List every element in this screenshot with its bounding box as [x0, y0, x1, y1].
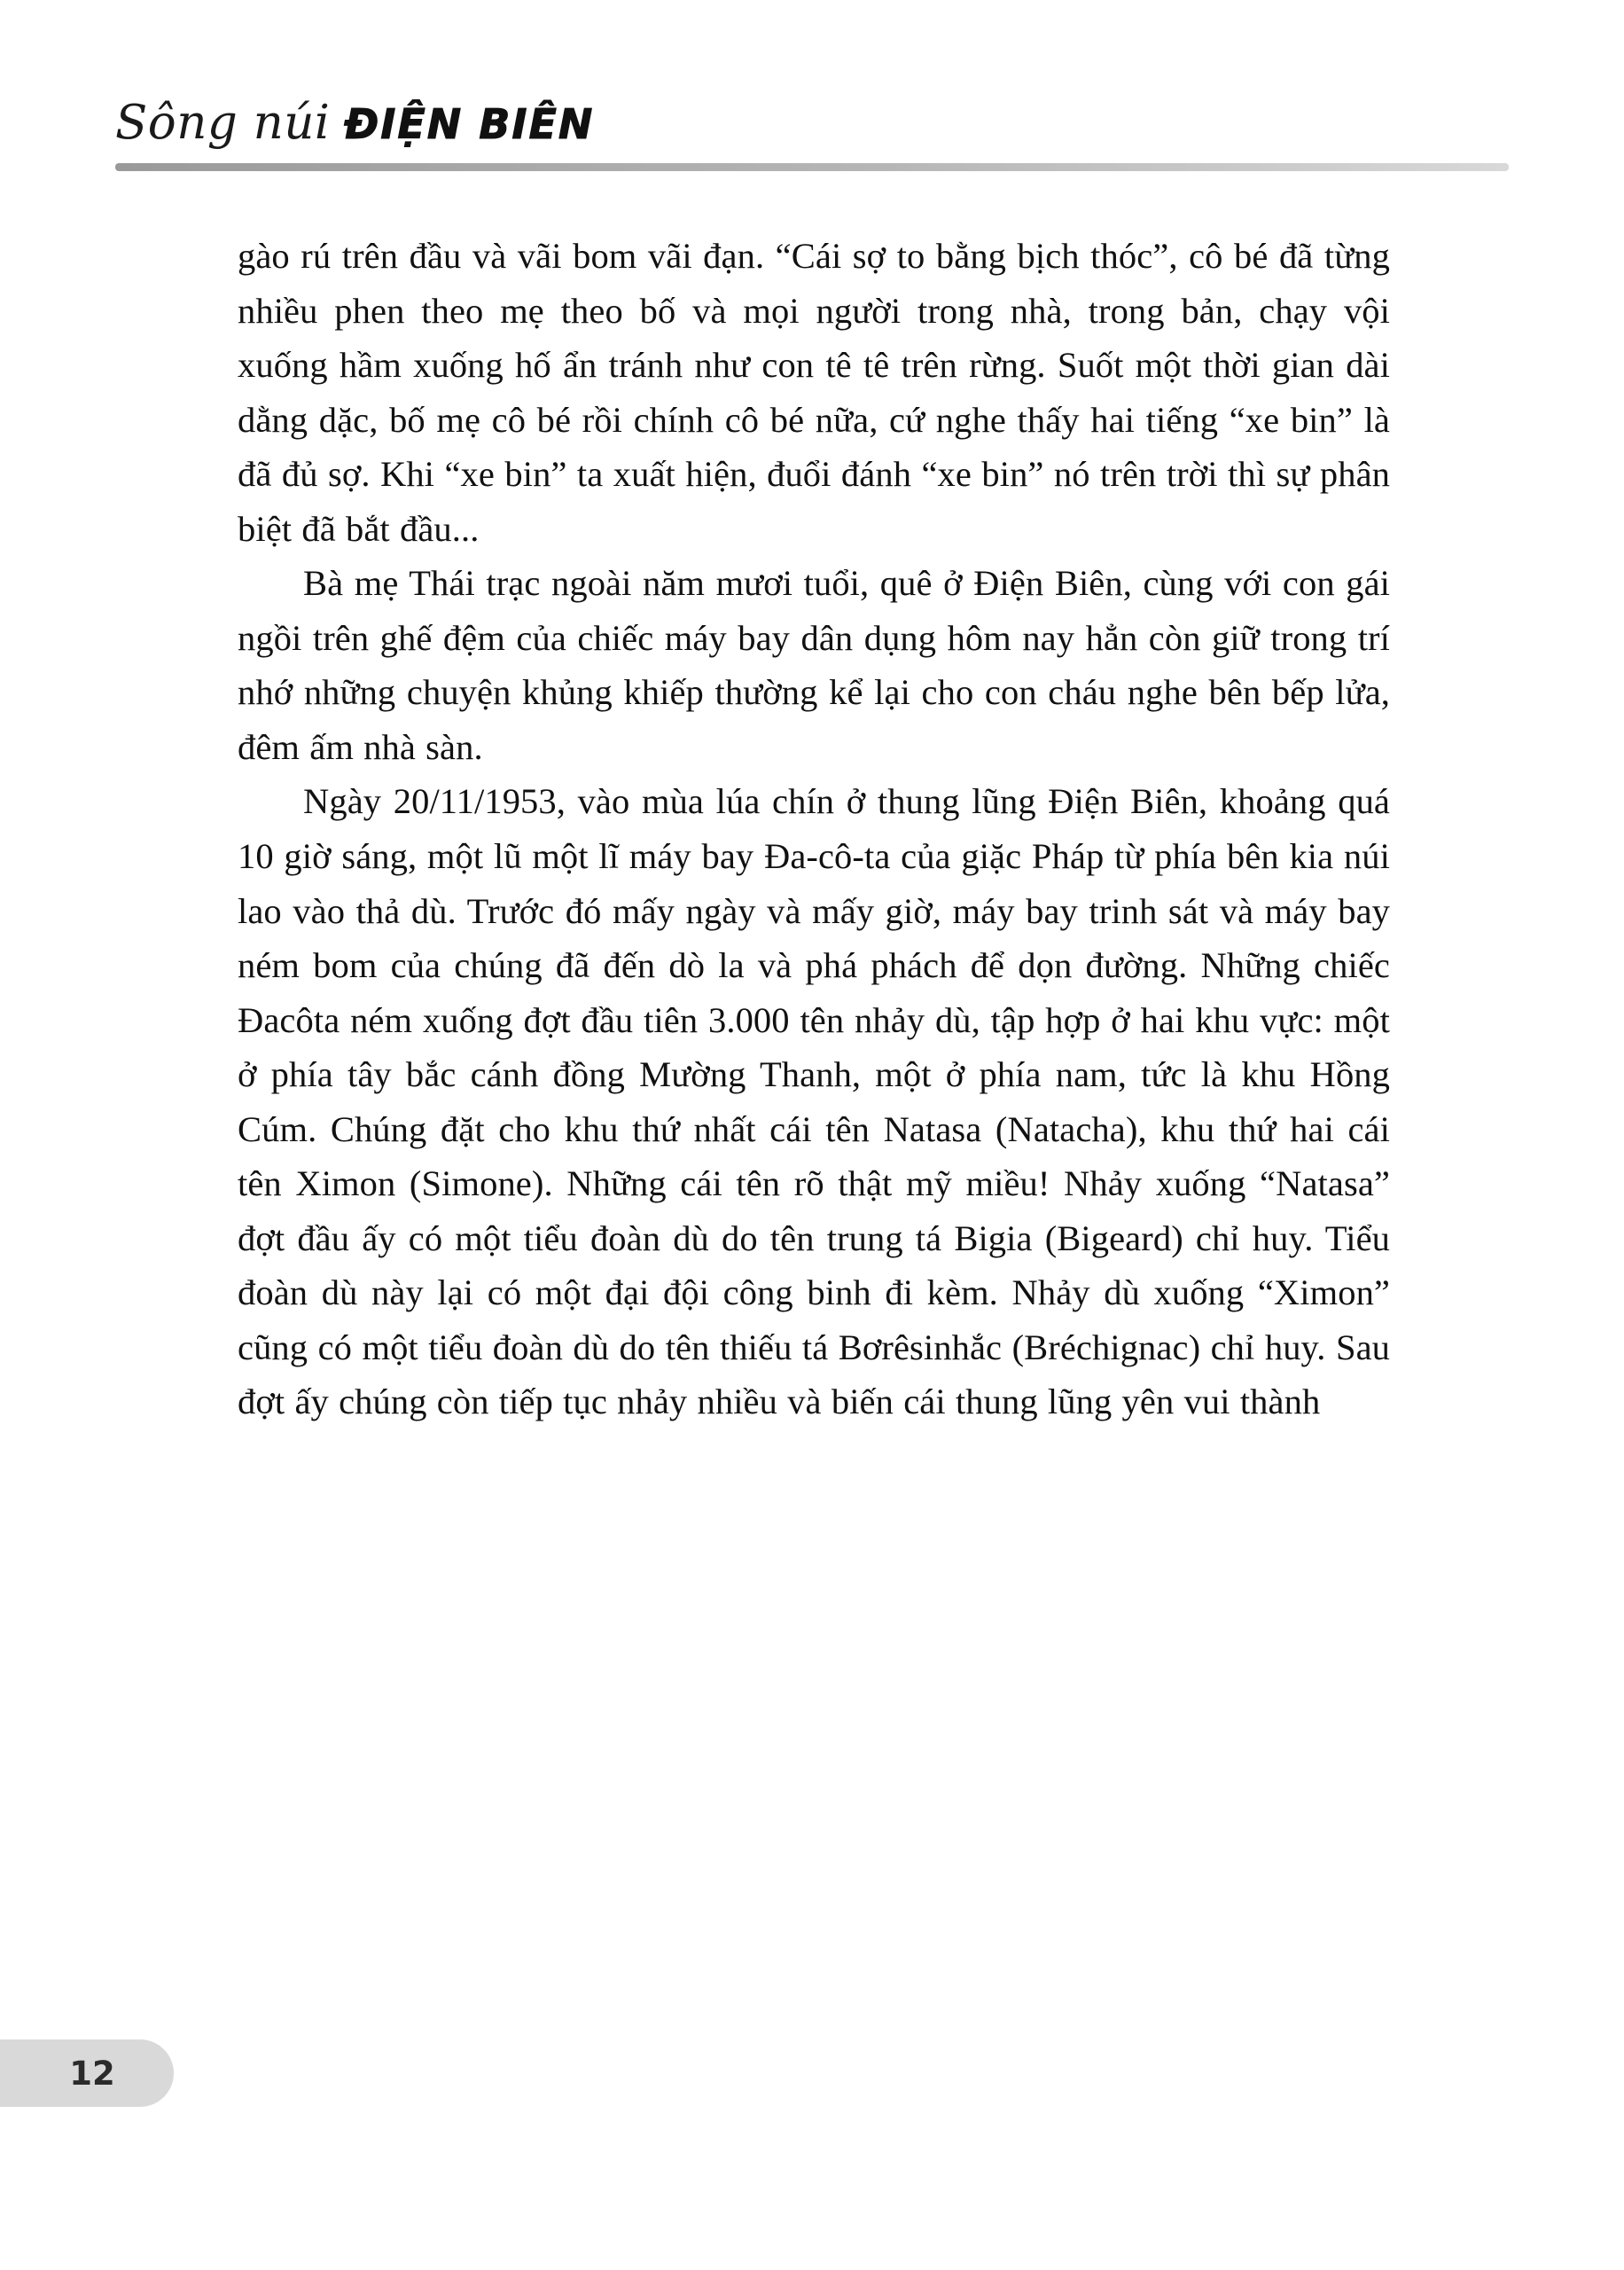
- running-head-bold-part: ĐIỆN BIÊN: [344, 100, 595, 148]
- running-head-title: [115, 96, 594, 150]
- running-head: [0, 85, 1624, 183]
- page-number: 12: [69, 2054, 115, 2093]
- header-divider-rule: [115, 163, 1509, 171]
- running-head-script-part: Sông núi: [115, 96, 331, 150]
- body-text: [238, 229, 1390, 1429]
- page-folio: [0, 2039, 174, 2107]
- paragraph: Bà mẹ Thái trạc ngoài năm mươi tuổi, quê ở Điện Biên, cùng với con gái ngồi trên ghế đệm của chiếc máy bay dân dụng hôm nay hẳn còn giữ trong trí nhớ những chuyện khủng khiếp thường kể lại cho con cháu nghe bên bếp lửa, đêm ấm nhà sàn.: [238, 563, 1390, 767]
- paragraph: Ngày 20/11/1953, vào mùa lúa chín ở thung lũng Điện Biên, khoảng quá 10 giờ sáng, một lũ một lĩ máy bay Đa-cô-ta của giặc Pháp từ phía bên kia núi lao vào thả dù. Trước đó mấy ngày và mấy giờ, máy bay trinh sát và máy bay ném bom của chúng đã đến dò la và phá phách để dọn đường. Những chiếc Đacôta ném xuống đợt đầu tiên 3.000 tên nhảy dù, tập hợp ở hai khu vực: một ở phía tây bắc cánh đồng Mường Thanh, một ở phía nam, tức là khu Hồng Cúm. Chúng đặt cho khu thứ nhất cái tên Natasa (Natacha), khu thứ hai cái tên Ximon (Simone). Những cái tên rõ thật mỹ miều! Nhảy xuống “Natasa” đợt đầu ấy có một tiểu đoàn dù do tên trung tá Bigia (Bigeard) chỉ huy. Tiểu đoàn dù này lại có một đại đội công binh đi kèm. Nhảy dù xuống “Ximon” cũng có một tiểu đoàn dù do tên thiếu tá Bơrêsinhắc (Bréchignac) chỉ huy. Sau đợt ấy chúng còn tiếp tục nhảy nhiều và biến cái thung lũng yên vui thành: [238, 781, 1390, 1422]
- paragraph: gào rú trên đầu và vãi bom vãi đạn. “Cái sợ to bằng bịch thóc”, cô bé đã từng nhiều phen theo mẹ theo bố và mọi người trong nhà, trong bản, chạy vội xuống hầm xuống hố ẩn tránh như con tê tê trên rừng. Suốt một thời gian dài dằng dặc, bố mẹ cô bé rồi chính cô bé nữa, cứ nghe thấy hai tiếng “xe bin” là đã đủ sợ. Khi “xe bin” ta xuất hiện, đuổi đánh “xe bin” nó trên trời thì sự phân biệt đã bắt đầu...: [238, 236, 1390, 549]
